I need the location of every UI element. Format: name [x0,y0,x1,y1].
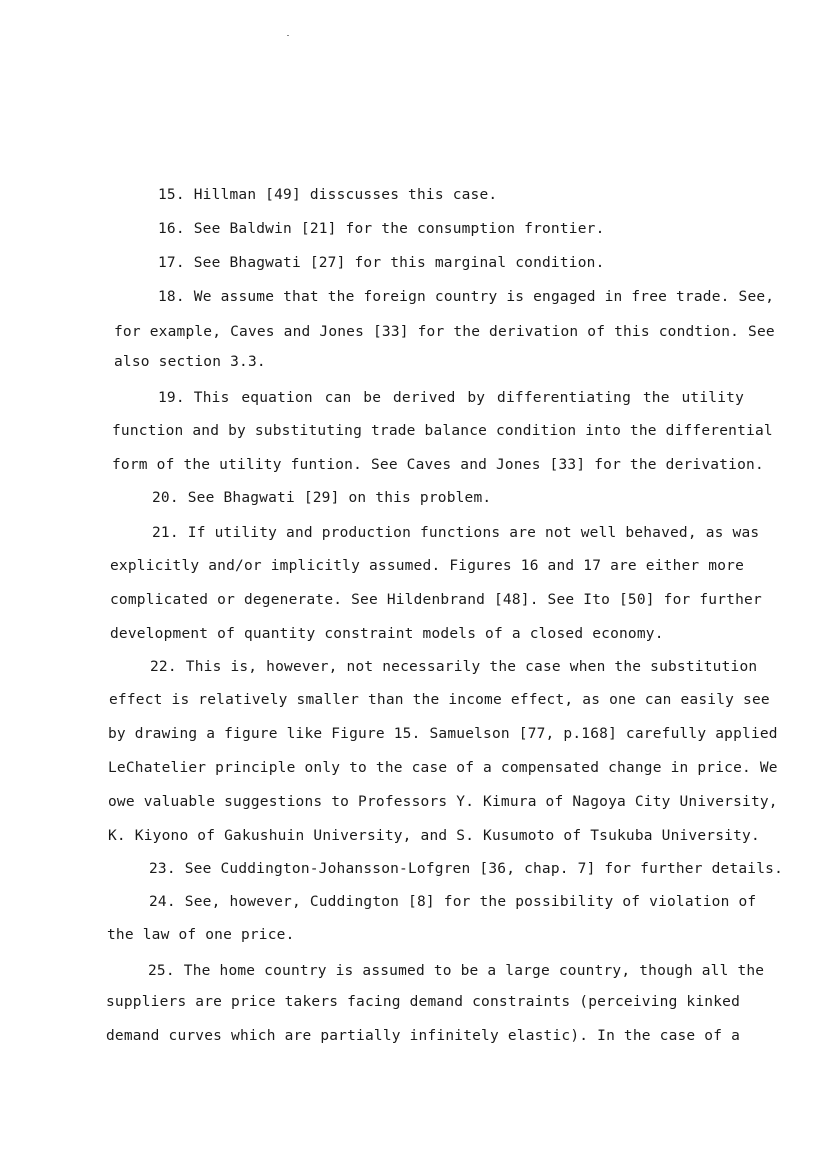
footnote-18-line-2: for example, Caves and Jones [33] for the derivation of this condtion. See [114,324,775,340]
footnote-17 [158,254,605,272]
footnote-19-line-2: function and by substituting trade balance condition into the differential [112,423,773,439]
footnote-number: 17. [158,255,185,271]
footnote-18 [158,288,775,306]
footnote-18-line-3: also section 3.3. [114,354,266,370]
footnote-22-line-6: K. Kiyono of Gakushuin University, and S. Kusumoto of Tsukuba University. [108,828,760,844]
footnote-22-line-5: owe valuable suggestions to Professors Y. Kimura of Nagoya City University, [108,794,778,810]
footnote-21-line-4: development of quantity constraint models of a closed economy. [110,626,664,642]
scan-speck [287,35,289,36]
footnote-25-line-2: suppliers are price takers facing demand constraints (perceiving kinked [106,994,741,1010]
footnote-19 [158,389,744,407]
footnote-21-line-2: explicitly and/or implicitly assumed. Figures 16 and 17 are either more [110,558,745,574]
footnote-text: See Cuddington-Johansson-Lofgren [36, chap. 7] for further details. [184,861,784,877]
footnote-text: Hillman [49] disscusses this case. [193,187,498,203]
footnote-text: See Bhagwati [27] for this marginal condition. [193,255,605,271]
footnote-number: 18. [158,289,185,305]
footnote-24 [149,893,757,911]
footnote-24-line-2: the law of one price. [107,927,295,943]
footnote-text: See Baldwin [21] for the consumption frontier. [193,221,605,237]
footnote-25-line-3: demand curves which are partially infinitely elastic). In the case of a [106,1028,741,1044]
footnote-16 [158,220,605,238]
footnote-text: See, however, Cuddington [8] for the possibility of violation of [184,894,757,910]
footnote-number: 22. [150,659,177,675]
footnote-text: This equation can be derived by differentiating the utility [193,390,744,406]
footnote-22-line-3: by drawing a figure like Figure 15. Samuelson [77, p.168] carefully applied [108,726,778,742]
footnote-number: 19. [158,390,185,406]
footnote-number: 16. [158,221,185,237]
footnote-23 [149,860,784,878]
footnote-text: This is, however, not necessarily the case when the substitution [185,659,758,675]
footnote-number: 15. [158,187,185,203]
footnote-19-line-3: form of the utility funtion. See Caves and Jones [33] for the derivation. [112,457,764,473]
footnote-number: 25. [148,963,175,979]
footnote-number: 20. [152,490,179,506]
footnote-20 [152,489,491,507]
footnote-number: 24. [149,894,176,910]
footnote-number: 23. [149,861,176,877]
footnote-15 [158,186,497,204]
footnote-22 [150,658,758,676]
footnote-22-line-2: effect is relatively smaller than the income effect, as one can easily see [109,692,770,708]
footnote-21-line-3: complicated or degenerate. See Hildenbrand [48]. See Ito [50] for further [110,592,762,608]
footnote-22-line-4: LeChatelier principle only to the case of a compensated change in price. We [108,760,778,776]
footnote-text: We assume that the foreign country is engaged in free trade. See, [193,289,775,305]
footnote-text: See Bhagwati [29] on this problem. [187,490,492,506]
footnote-number: 21. [152,525,179,541]
footnote-21 [152,524,760,542]
footnote-text: The home country is assumed to be a large country, though all the [183,963,765,979]
footnote-25 [148,962,765,980]
footnote-text: If utility and production functions are not well behaved, as was [187,525,760,541]
